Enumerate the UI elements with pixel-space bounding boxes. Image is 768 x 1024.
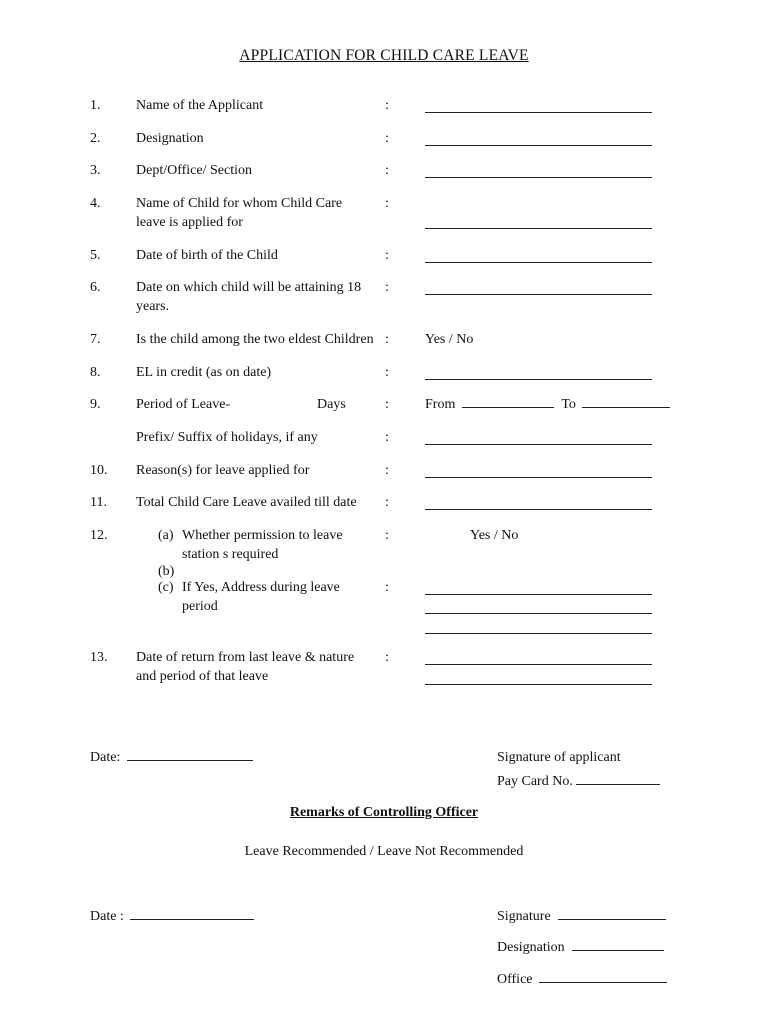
item-3-colon: :	[385, 163, 389, 178]
item-3-answer-line[interactable]	[425, 177, 652, 178]
officer-date-label: Date :	[90, 909, 124, 924]
item-2-number: 2.	[90, 131, 101, 146]
item-13-colon: :	[385, 650, 389, 665]
item-11-number: 11.	[90, 495, 107, 510]
officer-designation-label: Designation	[497, 940, 565, 955]
item-12a-label-line1: Whether permission to leave	[182, 528, 343, 543]
applicant-date-line[interactable]	[127, 760, 253, 761]
item-6-number: 6.	[90, 280, 101, 295]
item-9-from-field[interactable]	[425, 395, 670, 414]
officer-signature-line[interactable]	[558, 919, 666, 920]
recommendation-options[interactable]: Leave Recommended / Leave Not Recommended	[244, 844, 524, 859]
item-10-label: Reason(s) for leave applied for	[136, 463, 310, 478]
signature-of-applicant: Signature of applicant	[497, 750, 621, 765]
officer-date-line[interactable]	[130, 919, 254, 920]
officer-office-field[interactable]	[497, 970, 667, 989]
item-9b-colon: :	[385, 430, 389, 445]
item-9b-answer-line[interactable]	[425, 444, 652, 445]
item-13-number: 13.	[90, 650, 108, 665]
officer-date-field[interactable]	[90, 907, 254, 926]
item-12a-yes-no[interactable]: Yes / No	[470, 528, 519, 543]
item-13-answer-line-2[interactable]	[425, 684, 652, 685]
item-12c-marker: (c)	[158, 580, 174, 595]
item-7-yes-no[interactable]: Yes / No	[425, 332, 474, 347]
item-6-label-line1: Date on which child will be attaining 18	[136, 280, 362, 295]
item-8-number: 8.	[90, 365, 101, 380]
item-12-number: 12.	[90, 528, 108, 543]
item-9-to-label: To	[561, 397, 576, 412]
item-13-answer-line-1[interactable]	[425, 664, 652, 665]
item-4-label-line2: leave is applied for	[136, 215, 243, 230]
item-6-label-line2: years.	[136, 299, 170, 314]
item-5-number: 5.	[90, 248, 101, 263]
item-12a-colon: :	[385, 528, 389, 543]
item-9-number: 9.	[90, 397, 101, 412]
item-8-colon: :	[385, 365, 389, 380]
officer-designation-line[interactable]	[572, 950, 664, 951]
item-10-number: 10.	[90, 463, 108, 478]
item-12a-marker: (a)	[158, 528, 174, 543]
item-9-from-line[interactable]	[462, 407, 554, 408]
remarks-heading: Remarks of Controlling Officer	[289, 805, 479, 820]
pay-card-line[interactable]	[576, 784, 660, 785]
item-1-label: Name of the Applicant	[136, 98, 264, 113]
item-7-number: 7.	[90, 332, 101, 347]
item-5-answer-line[interactable]	[425, 262, 652, 263]
item-4-colon: :	[385, 196, 389, 211]
item-9-from-label: From	[425, 397, 456, 412]
item-9-to-line[interactable]	[582, 407, 670, 408]
item-8-label: EL in credit (as on date)	[136, 365, 272, 380]
item-12c-address-line-1[interactable]	[425, 594, 652, 595]
pay-card-field[interactable]	[497, 772, 660, 791]
item-4-answer-line[interactable]	[425, 228, 652, 229]
officer-designation-field[interactable]	[497, 938, 664, 957]
item-10-answer-line[interactable]	[425, 477, 652, 478]
item-11-colon: :	[385, 495, 389, 510]
item-1-colon: :	[385, 98, 389, 113]
item-12c-label-line2: period	[182, 599, 218, 614]
item-7-label: Is the child among the two eldest Children	[136, 332, 374, 347]
item-4-label-line1: Name of Child for whom Child Care	[136, 196, 343, 211]
item-12b-marker: (b)	[158, 564, 175, 579]
pay-card-label: Pay Card No.	[497, 774, 573, 789]
item-4-number: 4.	[90, 196, 101, 211]
applicant-date-label: Date:	[90, 750, 121, 765]
item-12c-address-line-3[interactable]	[425, 633, 652, 634]
item-10-colon: :	[385, 463, 389, 478]
item-9-colon: :	[385, 397, 389, 412]
item-6-colon: :	[385, 280, 389, 295]
item-7-colon: :	[385, 332, 389, 347]
item-9b-label: Prefix/ Suffix of holidays, if any	[136, 430, 318, 445]
item-5-colon: :	[385, 248, 389, 263]
officer-office-label: Office	[497, 972, 533, 987]
officer-signature-field[interactable]	[497, 907, 666, 926]
item-8-answer-line[interactable]	[425, 379, 652, 380]
item-1-answer-line[interactable]	[425, 112, 652, 113]
item-2-answer-line[interactable]	[425, 145, 652, 146]
officer-signature-label: Signature	[497, 909, 551, 924]
item-2-label: Designation	[136, 131, 204, 146]
item-12a-label-line2: station s required	[182, 547, 279, 562]
item-9-label: Period of Leave-	[136, 397, 231, 412]
officer-office-line[interactable]	[539, 982, 667, 983]
item-11-label: Total Child Care Leave availed till date	[136, 495, 357, 510]
item-13-label-line2: and period of that leave	[136, 669, 269, 684]
item-12c-label-line1: If Yes, Address during leave	[182, 580, 340, 595]
applicant-date-field[interactable]	[90, 748, 253, 767]
item-12c-colon: :	[385, 580, 389, 595]
item-13-label-line1: Date of return from last leave & nature	[136, 650, 355, 665]
item-9-days-label: Days	[317, 397, 346, 412]
form-title: APPLICATION FOR CHILD CARE LEAVE	[239, 47, 529, 64]
item-12c-address-line-2[interactable]	[425, 613, 652, 614]
item-3-label: Dept/Office/ Section	[136, 163, 252, 178]
item-3-number: 3.	[90, 163, 101, 178]
item-11-answer-line[interactable]	[425, 509, 652, 510]
item-5-label: Date of birth of the Child	[136, 248, 278, 263]
item-2-colon: :	[385, 131, 389, 146]
item-1-number: 1.	[90, 98, 101, 113]
item-6-answer-line[interactable]	[425, 294, 652, 295]
